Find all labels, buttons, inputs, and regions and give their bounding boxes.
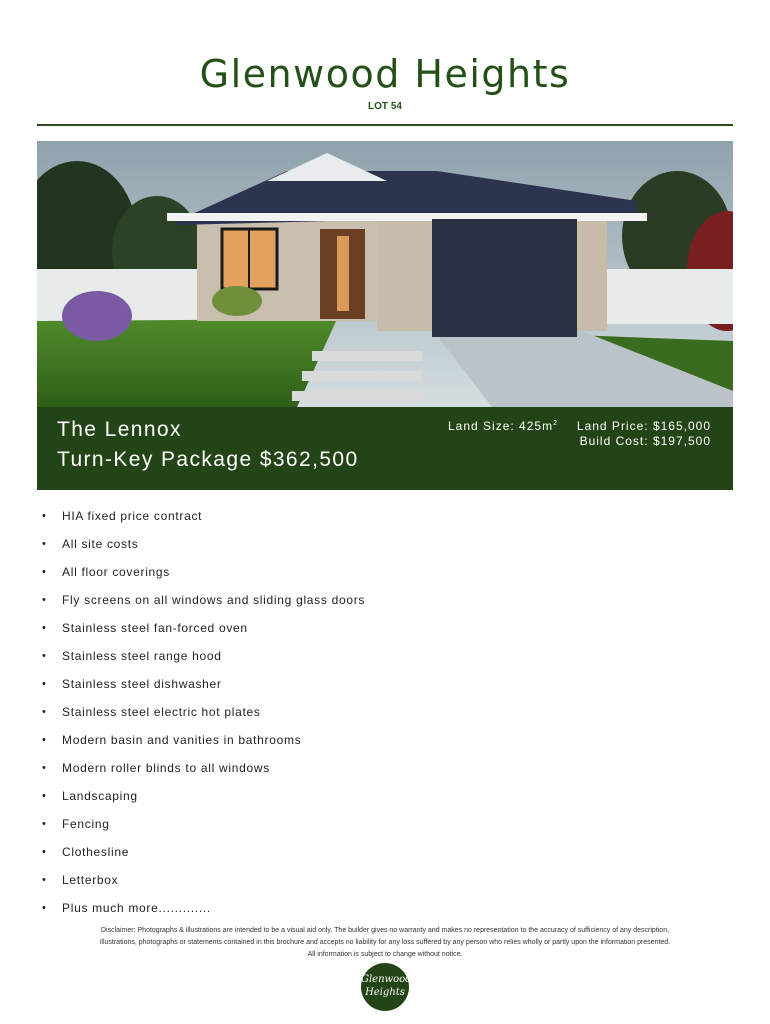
price-banner xyxy=(37,407,733,490)
feature-item: • Plus much more............. xyxy=(42,898,365,926)
feature-item: • Stainless steel range hood xyxy=(42,646,365,674)
feature-item: • Stainless steel fan-forced oven xyxy=(42,618,365,646)
header-divider xyxy=(37,124,733,126)
bullet-icon: • xyxy=(42,706,47,718)
bullet-icon: • xyxy=(42,538,47,550)
feature-item: • Letterbox xyxy=(42,870,365,898)
feature-item: • HIA fixed price contract xyxy=(42,506,365,534)
feature-item: • Stainless steel electric hot plates xyxy=(42,702,365,730)
bullet-icon: • xyxy=(42,902,47,914)
feature-item: • Landscaping xyxy=(42,786,365,814)
lot-number: LOT 54 xyxy=(368,101,402,112)
disclaimer: Disclaimer: Photographs & illustrations are intended to be a visual aid only. The builder gives no warranty and makes no representation to the accuracy of sufficiency of any description, illustrations, photographs or statements contained in this brochure and accepts no liability for any loss suffered by any person who relies wholly or partly upon the information presented. All information is subject to change without notice. xyxy=(99,927,671,958)
feature-item: • Modern basin and vanities in bathrooms xyxy=(42,730,365,758)
feature-item: • Modern roller blinds to all windows xyxy=(42,758,365,786)
feature-item: • Stainless steel dishwasher xyxy=(42,674,365,702)
bullet-icon: • xyxy=(42,818,47,830)
bullet-icon: • xyxy=(42,678,47,690)
price-breakdown xyxy=(577,419,711,449)
bullet-icon: • xyxy=(42,790,47,802)
feature-list xyxy=(42,506,365,926)
brand-logo: Glenwood Heights xyxy=(361,963,409,1011)
feature-item: • Fencing xyxy=(42,814,365,842)
feature-item: • All site costs xyxy=(42,534,365,562)
bullet-icon: • xyxy=(42,874,47,886)
page-title: Glenwood Heights xyxy=(199,52,571,96)
bullet-icon: • xyxy=(42,622,47,634)
bullet-icon: • xyxy=(42,846,47,858)
bullet-icon: • xyxy=(42,650,47,662)
bullet-icon: • xyxy=(42,566,47,578)
land-size-unit: 2 xyxy=(553,420,558,427)
home-name: The Lennox xyxy=(57,418,182,441)
feature-item: • Clothesline xyxy=(42,842,365,870)
build-cost: Build Cost: $197,500 xyxy=(579,434,711,448)
land-size xyxy=(448,419,558,433)
house-photo xyxy=(37,141,733,407)
land-size-text: Land Size: 425m xyxy=(448,419,554,433)
feature-item: • Fly screens on all windows and sliding glass doors xyxy=(42,590,365,618)
land-price: Land Price: $165,000 xyxy=(576,419,711,433)
bullet-icon: • xyxy=(42,762,47,774)
feature-item: • All floor coverings xyxy=(42,562,365,590)
bullet-icon: • xyxy=(42,594,47,606)
bullet-icon: • xyxy=(42,734,47,746)
package-price: Turn-Key Package $362,500 xyxy=(57,448,359,471)
bullet-icon: • xyxy=(42,510,47,522)
